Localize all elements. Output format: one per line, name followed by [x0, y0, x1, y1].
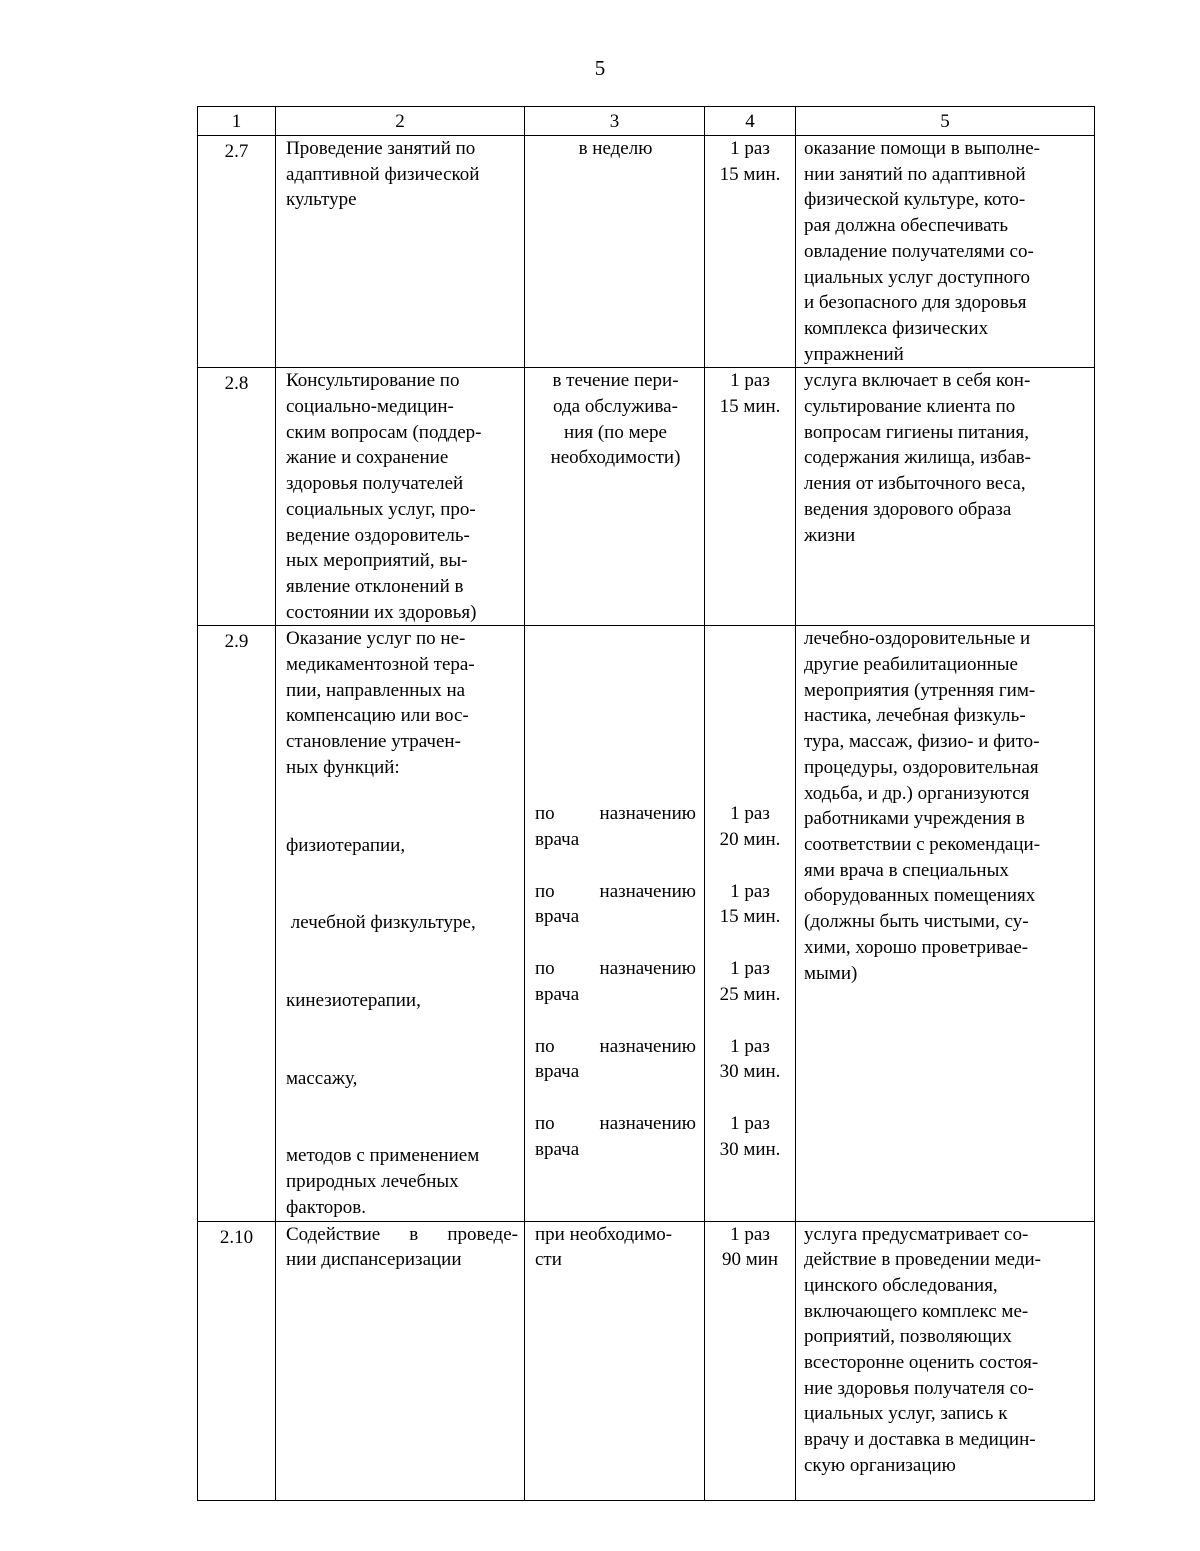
text-line: явление отклонений в — [286, 575, 464, 597]
text-line: Проведение занятий по — [286, 138, 476, 159]
text-line: Оказание услуг по не- — [286, 628, 466, 650]
text-line: 1 раз — [730, 138, 770, 159]
text-line: при необходимо- — [535, 1223, 673, 1245]
row-number: 2.10 — [198, 1221, 276, 1500]
period-cell — [525, 626, 705, 1221]
norm-cell — [705, 1221, 796, 1500]
text-word: назначению — [599, 1112, 696, 1134]
subitem-period — [535, 956, 696, 1007]
text-line: жизни — [804, 524, 856, 546]
text-line: нии диспансеризации — [286, 1249, 462, 1271]
text-line: врачу и доставка в медицин- — [804, 1429, 1036, 1451]
text-line: физической культуре, кото- — [804, 189, 1026, 211]
services-table — [197, 106, 1095, 1501]
text-line: нии занятий по адаптивной — [804, 163, 1026, 185]
text-line: цинского обследования, — [804, 1274, 998, 1296]
text-line: другие реабилитационные — [804, 654, 1018, 676]
text-line: настика, лечебная физкуль- — [804, 705, 1026, 727]
text-word: по — [535, 1112, 555, 1134]
text-line: 1 раз — [730, 370, 770, 392]
text-word: назначению — [599, 958, 696, 980]
period-cell — [525, 1221, 705, 1500]
text-word: проведе- — [447, 1223, 518, 1245]
service-name-cell — [276, 368, 525, 626]
text-line: роприятий, позволяющих — [804, 1326, 1012, 1348]
text-line: 20 мин. — [719, 829, 781, 851]
subitem-name: физиотерапии, — [286, 834, 406, 856]
text-line: становление утрачен- — [286, 731, 461, 753]
text-line: 1 раз — [730, 803, 770, 825]
text-line: скую организацию — [804, 1454, 956, 1476]
subitem-period — [535, 879, 696, 930]
subitem-period — [535, 1111, 696, 1162]
text-line: упражнений — [804, 343, 904, 365]
text-line: циальных услуг, запись к — [804, 1403, 1008, 1425]
row-number: 2.9 — [198, 626, 276, 1221]
text-line: комплекса физических — [804, 317, 989, 339]
row-number: 2.7 — [198, 136, 276, 368]
text-line: врача — [535, 906, 580, 928]
text-line: ода обслужива- — [553, 396, 678, 418]
text-line: циальных услуг доступного — [804, 266, 1031, 288]
text-line: ных функций: — [286, 756, 400, 778]
text-line: состоянии их здоровья) — [286, 601, 477, 623]
text-line: работниками учреждения в — [804, 808, 1025, 830]
description-cell — [796, 136, 1095, 368]
text-line: врача — [535, 1061, 580, 1083]
text-word: назначению — [599, 1035, 696, 1057]
text-line: (должны быть чистыми, су- — [804, 911, 1029, 933]
text-line: ведения здорового образа — [804, 498, 1012, 520]
text-line: услуга включает в себя кон- — [804, 370, 1031, 392]
text-line: 15 мин. — [719, 906, 781, 928]
text-word: Содействие — [286, 1223, 381, 1245]
table-header-row — [198, 107, 1095, 136]
norm-cell — [705, 136, 796, 368]
text-line: 15 мин. — [719, 396, 781, 418]
text-line: компенсацию или вос- — [286, 705, 469, 727]
table-row — [198, 368, 1095, 626]
text-line: жание и сохранение — [286, 447, 449, 469]
text-line: врача — [535, 829, 580, 851]
text-line: овладение получателями со- — [804, 240, 1034, 262]
text-line: ния (по мере — [564, 421, 667, 443]
norm-cell — [705, 626, 796, 1221]
text-line: лечебно-оздоровительные и — [804, 628, 1031, 650]
text-line: адаптивной физической — [286, 163, 480, 185]
text-line: оборудованных помещениях — [804, 885, 1036, 907]
subitem-name: методов с применением — [286, 1145, 480, 1167]
text-line: рая должна обеспечивать — [804, 215, 1009, 237]
text-word: по — [535, 880, 555, 902]
subitem-name: массажу, — [286, 1067, 358, 1089]
period-cell — [525, 368, 705, 626]
text-word: в — [409, 1223, 419, 1245]
service-name-cell — [276, 136, 525, 368]
text-line: здоровья получателей — [286, 473, 464, 495]
text-line: всесторонне оценить состоя- — [804, 1352, 1039, 1374]
text-line: мыми) — [804, 962, 858, 984]
text-line: 90 мин — [721, 1249, 779, 1271]
text-line: ведение оздоровитель- — [286, 524, 470, 546]
subitem-name: кинезиотерапии, — [286, 989, 421, 1011]
text-line: мероприятия (утренняя гим- — [804, 679, 1036, 701]
column-header: 1 — [198, 107, 276, 136]
period-cell — [525, 136, 705, 368]
column-header: 3 — [525, 107, 705, 136]
text-line: оказание помощи в выполне- — [804, 138, 1040, 159]
text-line: ления от избыточного веса, — [804, 473, 1026, 495]
text-line: 1 раз — [730, 1035, 770, 1057]
subitem-period — [535, 1034, 696, 1085]
table-row — [198, 1221, 1095, 1500]
subitem-name: природных лечебных — [286, 1171, 459, 1193]
text-line: в неделю — [578, 138, 653, 159]
text-word: назначению — [599, 803, 696, 825]
text-line: сти — [535, 1249, 562, 1271]
table-row — [198, 626, 1095, 1221]
text-line: тура, массаж, физио- и фито- — [804, 731, 1040, 753]
text-line: 1 раз — [730, 1112, 770, 1134]
text-line: 30 мин. — [719, 1138, 781, 1160]
description-cell — [796, 626, 1095, 1221]
text-line: культуре — [286, 189, 357, 211]
text-line: медикаментозной тера- — [286, 654, 475, 676]
text-line: включающего комплекс ме- — [804, 1300, 1029, 1322]
text-line: врача — [535, 983, 580, 1005]
subitem-period — [535, 801, 696, 852]
text-word: по — [535, 803, 555, 825]
service-name-cell — [276, 626, 525, 1221]
text-line: социальных услуг, про- — [286, 498, 476, 520]
text-word: по — [535, 1035, 555, 1057]
text-line: ями врача в специальных — [804, 859, 1009, 881]
service-name-cell — [276, 1221, 525, 1500]
text-line: 1 раз — [730, 1223, 770, 1245]
text-line: соответствии с рекомендаци- — [804, 833, 1041, 855]
subitem-name: лечебной физкультуре, — [286, 912, 476, 934]
text-line: социально-медицин- — [286, 396, 454, 418]
text-line: ных мероприятий, вы- — [286, 550, 468, 572]
text-line: процедуры, оздоровительная — [804, 756, 1039, 778]
column-header: 4 — [705, 107, 796, 136]
text-line: содержания жилища, избав- — [804, 447, 1031, 469]
description-cell — [796, 368, 1095, 626]
text-word: по — [535, 958, 555, 980]
column-header: 5 — [796, 107, 1095, 136]
text-line: Консультирование по — [286, 370, 460, 392]
page-number: 5 — [594, 56, 606, 80]
text-line: действие в проведении меди- — [804, 1249, 1041, 1271]
text-line: ние здоровья получателя со- — [804, 1377, 1034, 1399]
text-word: назначению — [599, 880, 696, 902]
text-line: необходимости) — [550, 447, 681, 469]
text-line: 15 мин. — [719, 163, 781, 185]
norm-cell — [705, 368, 796, 626]
text-line: 1 раз — [730, 958, 770, 980]
text-line: 30 мин. — [719, 1061, 781, 1083]
text-line: сультирование клиента по — [804, 396, 1016, 418]
table-row — [198, 136, 1095, 368]
text-line: услуга предусматривает со- — [804, 1223, 1029, 1245]
row-number: 2.8 — [198, 368, 276, 626]
text-line: и безопасного для здоровья — [804, 292, 1027, 314]
text-line: ходьба, и др.) организуются — [804, 782, 1030, 804]
text-line: в течение пери- — [552, 370, 679, 392]
text-line: 1 раз — [730, 880, 770, 902]
subitem-name: факторов. — [286, 1196, 366, 1218]
text-line: пии, направленных на — [286, 679, 466, 701]
text-line: вопросам гигиены питания, — [804, 421, 1030, 443]
text-line: ским вопросам (поддер- — [286, 421, 482, 443]
column-header: 2 — [276, 107, 525, 136]
text-line: хими, хорошо проветривае- — [804, 936, 1029, 958]
text-line: врача — [535, 1138, 580, 1160]
description-cell — [796, 1221, 1095, 1500]
text-line: 25 мин. — [719, 983, 781, 1005]
